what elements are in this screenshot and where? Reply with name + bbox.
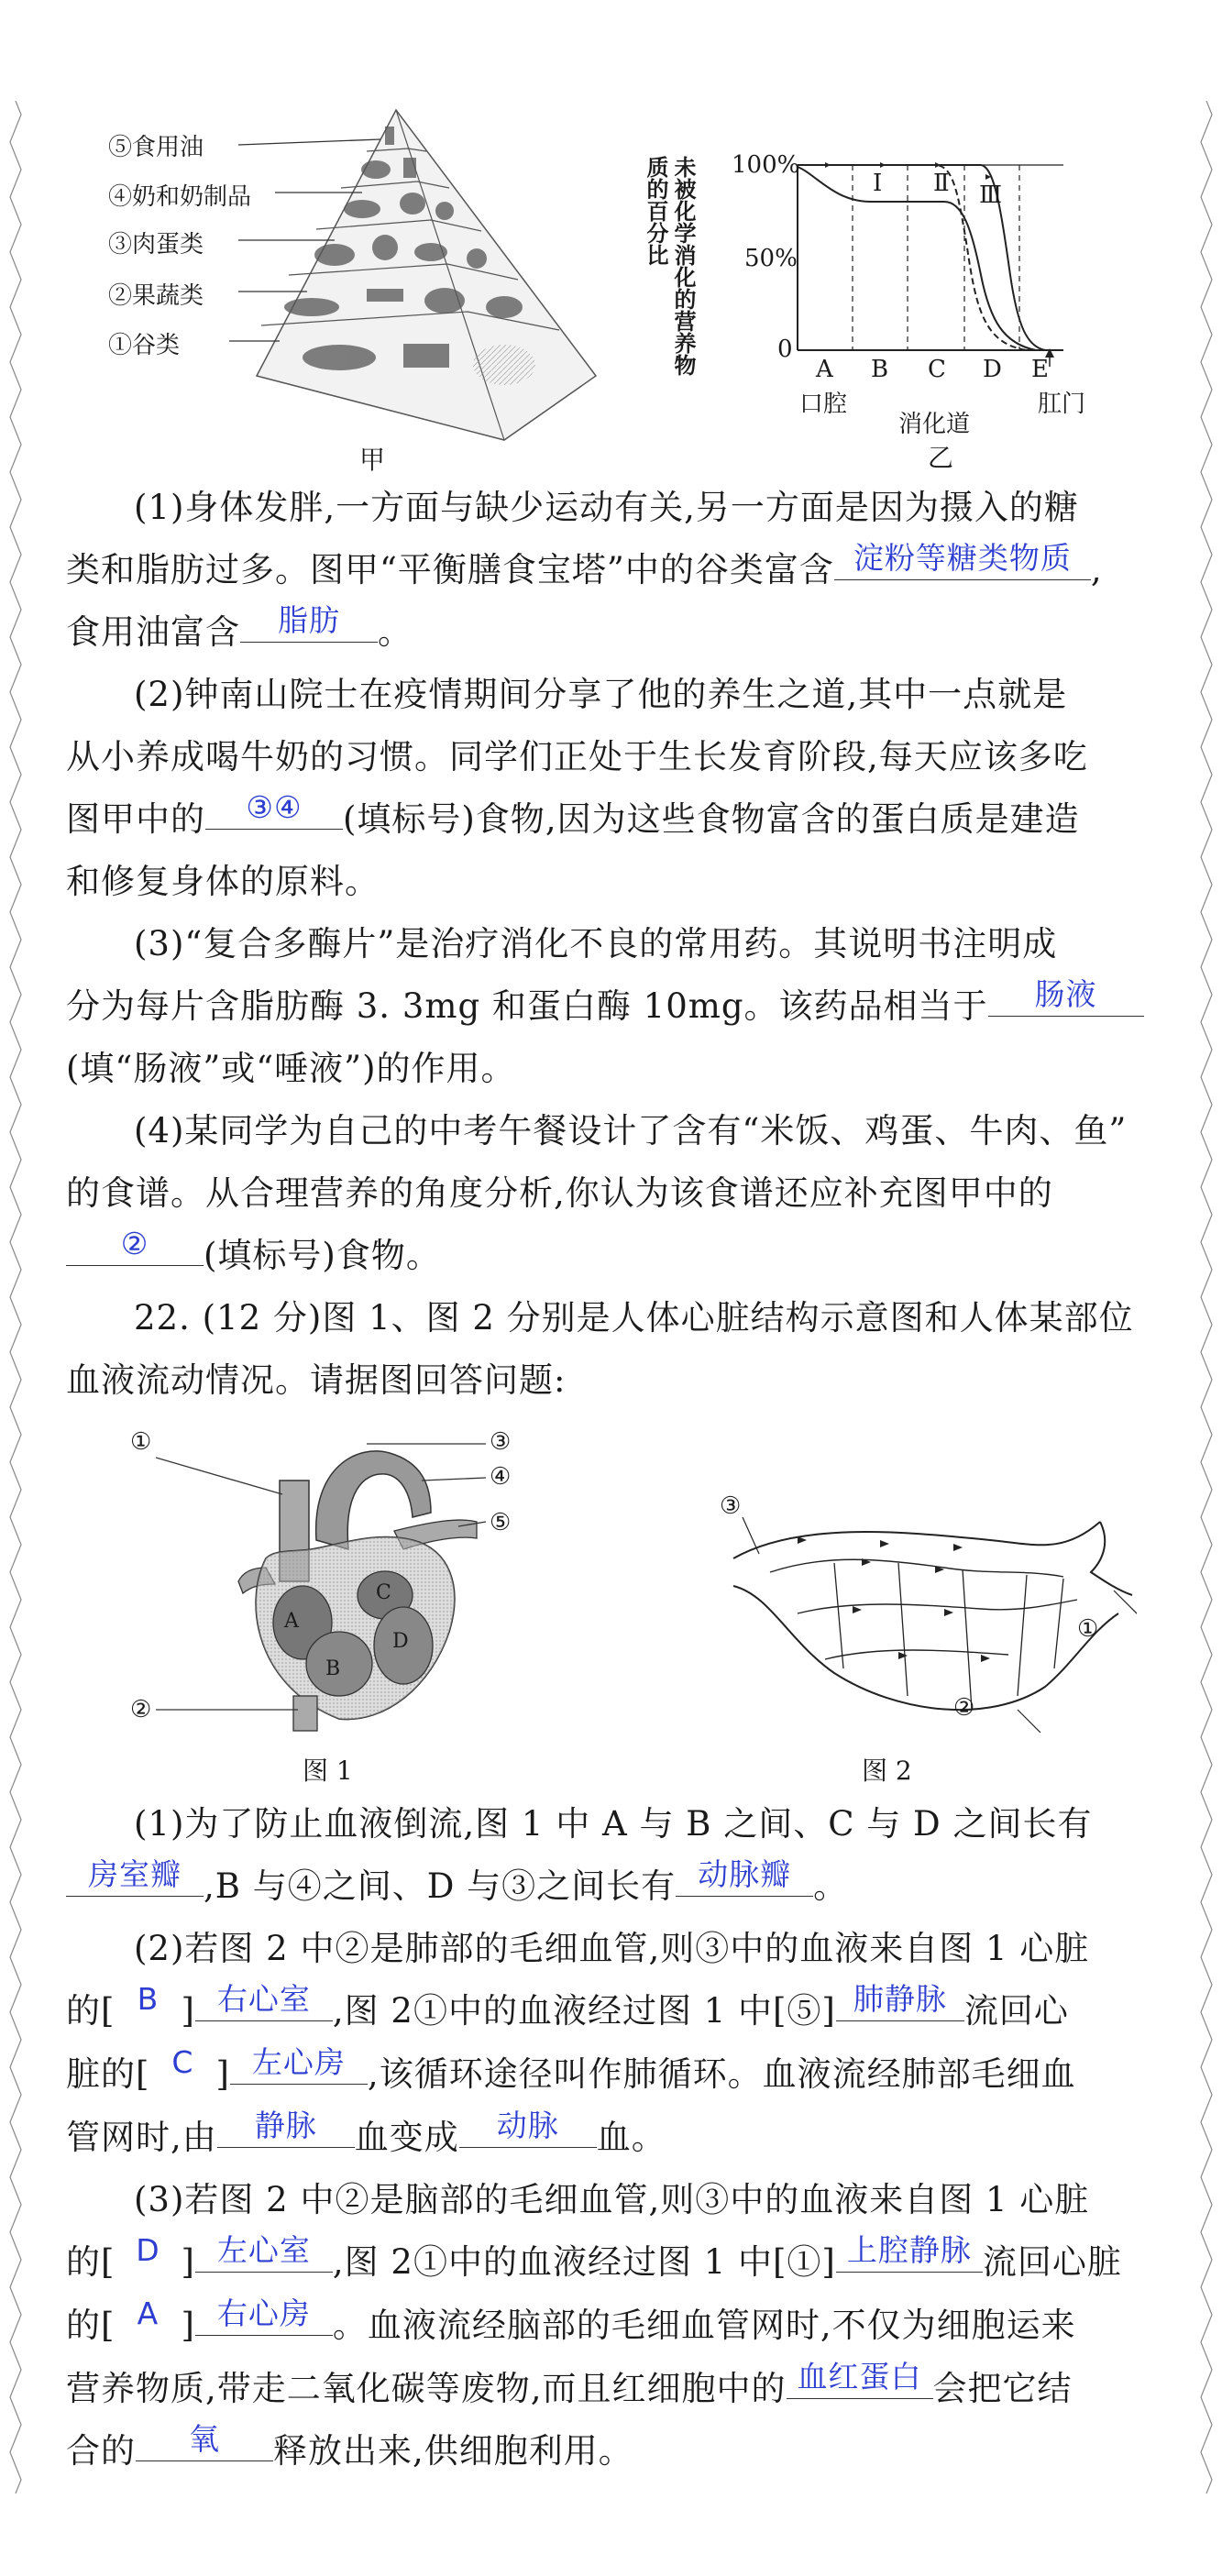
q22-s3-text-j: 合的 [66, 2431, 136, 2471]
q22-s2-text-d: 流回心 [963, 1991, 1069, 2031]
answer-chamber-D: D [136, 2232, 160, 2268]
q22-s3-line2 [66, 2231, 1162, 2295]
q22-s2-line3 [66, 2043, 1162, 2107]
y-tick-0: 0 [777, 336, 793, 363]
q22-s2-line4 [66, 2107, 1162, 2169]
pyramid-label-oil: ⑤食用油 [108, 134, 204, 161]
q22-s3-text-f: ] [181, 2306, 195, 2345]
q22-blank-semilunar-valve[interactable] [676, 1855, 813, 1897]
q22-s2-text-h: 管网时,由 [66, 2118, 217, 2157]
answer-arterial: 动脉 [496, 2108, 559, 2143]
heart-label-2: ② [130, 1696, 152, 1723]
answer-oxygen: 氧 [189, 2421, 220, 2457]
answer-superior-vena-cava: 上腔静脉 [846, 2232, 972, 2268]
q1-p3-line2 [66, 975, 1162, 1038]
answer-chamber-B: B [137, 1981, 160, 2017]
q22-blank-right-atrium[interactable] [195, 2295, 333, 2336]
q22-s2-line2 [66, 1980, 1162, 2043]
q1-p2-line2: 从小养成喝牛奶的习惯。同学们正处于生长发育阶段,每天应该多吃 [66, 737, 1088, 776]
q22-blank-hemoglobin[interactable] [787, 2358, 933, 2399]
answer-starch: 淀粉等糖类物质 [853, 540, 1072, 576]
right-decorative-border [1200, 101, 1213, 2503]
left-decorative-border [9, 101, 22, 2503]
pyramid-label-dairy: ④奶和奶制品 [108, 183, 252, 211]
y-tick-100: 100% [732, 151, 800, 179]
answer-right-atrium: 右心房 [216, 2295, 311, 2331]
q22-s3-text-c: ,图 2①中的血液经过图 1 中[①] [332, 2242, 836, 2282]
answer-pulmonary-vein: 肺静脉 [853, 1981, 947, 2017]
answer-hemoglobin: 血红蛋白 [797, 2359, 922, 2394]
q22-s3-text-h: 营养物质,带走二氧化碳等废物,而且红细胞中的 [66, 2369, 787, 2408]
q22-s2-bracket-1[interactable] [115, 1980, 181, 2043]
q22-blank-oxygen[interactable] [136, 2420, 273, 2461]
answer-fat: 脂肪 [278, 602, 340, 638]
segment-label-E: E [1031, 356, 1049, 383]
q1-p1-text-d: 。 [378, 612, 413, 652]
q22-s3-text-g: 。血液流经脑部的毛细血管网时,不仅为细胞运来 [332, 2306, 1076, 2345]
q22-blank-venous[interactable] [217, 2107, 355, 2148]
q1-p1-text-b: , [1090, 550, 1103, 589]
q1-p4-line1: (4)某同学为自己的中考午餐设计了含有“米饭、鸡蛋、牛肉、鱼” [134, 1111, 1128, 1150]
heart-chamber-C: C [376, 1581, 391, 1604]
q22-s3-line4 [66, 2358, 1162, 2420]
q22-s3-line1: (3)若图 2 中②是脑部的毛细血管,则③中的血液来自图 1 心脏 [134, 2180, 1090, 2219]
q22-s1-line2 [66, 1855, 1162, 1918]
pyramid-label-meat-egg: ③肉蛋类 [108, 231, 204, 259]
pyramid-label-fruit-veg: ②果蔬类 [108, 282, 204, 310]
segment-label-A: A [816, 356, 833, 383]
q22-s3-text-a: 的[ [66, 2242, 116, 2282]
q22-s3-bracket-2[interactable] [115, 2295, 181, 2358]
q22-s2-text-c: ,图 2①中的血液经过图 1 中[⑤] [332, 1991, 836, 2031]
q22-s3-bracket-1[interactable] [115, 2231, 181, 2295]
figure-1-caption: 图 1 [303, 1756, 353, 1786]
heart-label-4: ④ [490, 1463, 512, 1491]
curve-label-II: Ⅱ [933, 170, 950, 197]
q22-s3-line5 [66, 2420, 1162, 2482]
q1-p1-line2 [66, 539, 1162, 601]
answer-av-valve: 房室瓣 [88, 1856, 182, 1892]
figure-jia-caption: 甲 [359, 445, 386, 475]
q1-blank-intestinal-juice[interactable] [988, 975, 1144, 1017]
mouth-label: 口腔 [799, 391, 848, 418]
q22-s2-text-b: ] [181, 1991, 195, 2031]
q22-s2-bracket-2[interactable] [149, 2043, 215, 2107]
q22-s3-text-i: 会把它结 [932, 2369, 1073, 2408]
q22-s3-text-b: ] [181, 2242, 195, 2282]
heart-figure [130, 1428, 541, 1797]
q22-s1-text-a: ,B 与④之间、D 与③之间长有 [204, 1866, 677, 1906]
q1-p1-line1: (1)身体发胖,一方面与缺少运动有关,另一方面是因为摄入的糖 [134, 488, 1079, 527]
segment-label-C: C [928, 356, 946, 383]
tract-label: 消化道 [898, 411, 971, 438]
q1-p3-line1: (3)“复合多酶片”是治疗消化不良的常用药。其说明书注明成 [134, 924, 1058, 963]
q22-s1-line1: (1)为了防止血液倒流,图 1 中 A 与 B 之间、C 与 D 之间长有 [134, 1804, 1093, 1844]
capillary-label-3: ③ [720, 1492, 742, 1520]
q1-p4-text-b: (填标号)食物。 [204, 1236, 441, 1275]
curve-label-I: Ⅰ [873, 170, 883, 197]
q22-s2-text-e: 脏的[ [66, 2054, 150, 2094]
capillary-figure [715, 1492, 1137, 1797]
y-tick-50: 50% [744, 245, 798, 272]
q1-blank-protein-foods[interactable] [205, 788, 343, 830]
q1-blank-fat[interactable] [240, 601, 378, 643]
q1-p3-text-a: 分为每片含脂肪酶 3. 3mg 和蛋白酶 10mg。该药品相当于 [66, 986, 988, 1026]
digestion-y-axis-label: 未被化学消化的营养物质的百分比 [643, 156, 697, 376]
answer-venous: 静脉 [254, 2108, 317, 2143]
q1-p2-line4: 和修复身体的原料。 [66, 862, 380, 901]
q22-blank-left-atrium[interactable] [230, 2043, 368, 2085]
answer-chamber-A: A [137, 2295, 160, 2331]
q22-s2-text-j: 血。 [596, 2118, 666, 2157]
anus-label: 肛门 [1038, 391, 1086, 418]
q1-p2-text-b: (填标号)食物,因为这些食物富含的蛋白质是建造 [343, 799, 1080, 839]
figure-2-caption: 图 2 [862, 1756, 912, 1786]
answer-intestinal-juice: 肠液 [1034, 976, 1097, 1012]
q22-s3-text-k: 释放出来,供细胞利用。 [273, 2431, 633, 2471]
capillary-drawing [715, 1503, 1137, 1733]
question-22-body [66, 1793, 1162, 2482]
food-pyramid-figure [101, 101, 614, 486]
q22-s2-text-f: ] [215, 2054, 230, 2094]
q22-s2-line1: (2)若图 2 中②是肺部的毛细血管,则③中的血液来自图 1 心脏 [134, 1929, 1090, 1968]
q22-blank-left-ventricle[interactable] [195, 2231, 333, 2273]
heart-chamber-D: D [392, 1630, 409, 1653]
answer-left-ventricle: 左心室 [216, 2232, 311, 2268]
q1-p4-line2: 的食谱。从合理营养的角度分析,你认为该食谱还应补充图甲中的 [66, 1173, 1053, 1213]
q1-p3-line3: (填“肠液”或“唾液”)的作用。 [66, 1049, 516, 1088]
q22-intro-line1: 22. (12 分)图 1、图 2 分别是人体心脏结构示意图和人体某部位 [134, 1298, 1134, 1338]
segment-label-B: B [871, 356, 889, 383]
heart-label-3: ③ [490, 1428, 512, 1456]
capillary-label-1: ① [1077, 1615, 1099, 1643]
q22-blank-pulmonary-vein[interactable] [836, 1980, 964, 2021]
answer-chamber-C: C [171, 2044, 194, 2080]
q22-blank-av-valve[interactable] [66, 1855, 204, 1897]
question-21-body [66, 477, 1162, 1412]
segment-label-D: D [983, 356, 1002, 383]
q22-intro-line2: 血液流动情况。请据图回答问题: [66, 1360, 567, 1400]
q22-s2-text-i: 血变成 [354, 2118, 459, 2157]
q1-blank-starch[interactable] [834, 539, 1091, 580]
answer-fruit-veg: ② [120, 1226, 149, 1261]
q22-s2-text-g: ,该循环途径叫作肺循环。血液流经肺部毛细血 [367, 2054, 1076, 2094]
q22-blank-superior-vena-cava[interactable] [836, 2231, 983, 2273]
q22-blank-right-ventricle[interactable] [195, 1980, 333, 2021]
figure-yi-caption: 乙 [928, 443, 954, 473]
q1-p2-line3 [66, 788, 1162, 851]
q22-s1-text-b: 。 [813, 1866, 849, 1906]
heart-chamber-A: A [284, 1610, 299, 1633]
answer-left-atrium: 左心房 [251, 2044, 346, 2080]
q1-p4-line3 [66, 1225, 1162, 1287]
q1-p1-text-a: 类和脂肪过多。图甲“平衡膳食宝塔”中的谷类富含 [66, 550, 834, 589]
heart-label-1: ① [130, 1428, 152, 1456]
answer-protein-foods: ③④ [246, 789, 303, 825]
heart-label-5: ⑤ [490, 1509, 512, 1536]
digestion-curve-figure [642, 138, 1118, 486]
capillary-label-2: ② [953, 1694, 975, 1722]
q22-s3-text-d: 流回心脏 [982, 2242, 1122, 2282]
q1-blank-fruit-veg[interactable] [66, 1225, 204, 1266]
curve-label-III: Ⅲ [979, 182, 1003, 209]
q22-s3-line3 [66, 2295, 1162, 2358]
answer-semilunar-valve: 动脉瓣 [698, 1856, 792, 1892]
answer-right-ventricle: 右心室 [216, 1981, 311, 2017]
q1-p2-text-a: 图甲中的 [66, 799, 205, 839]
heart-drawing [156, 1430, 541, 1733]
pyramid-label-grain: ①谷类 [108, 332, 181, 359]
q22-s3-text-e: 的[ [66, 2306, 116, 2345]
q1-p2-line1: (2)钟南山院士在疫情期间分享了他的养生之道,其中一点就是 [134, 675, 1068, 714]
q1-p1-line3 [66, 601, 1162, 664]
heart-chamber-B: B [325, 1657, 341, 1680]
q22-blank-arterial[interactable] [459, 2107, 597, 2148]
q22-s2-text-a: 的[ [66, 1991, 116, 2031]
q1-p1-text-c: 食用油富含 [66, 612, 240, 652]
